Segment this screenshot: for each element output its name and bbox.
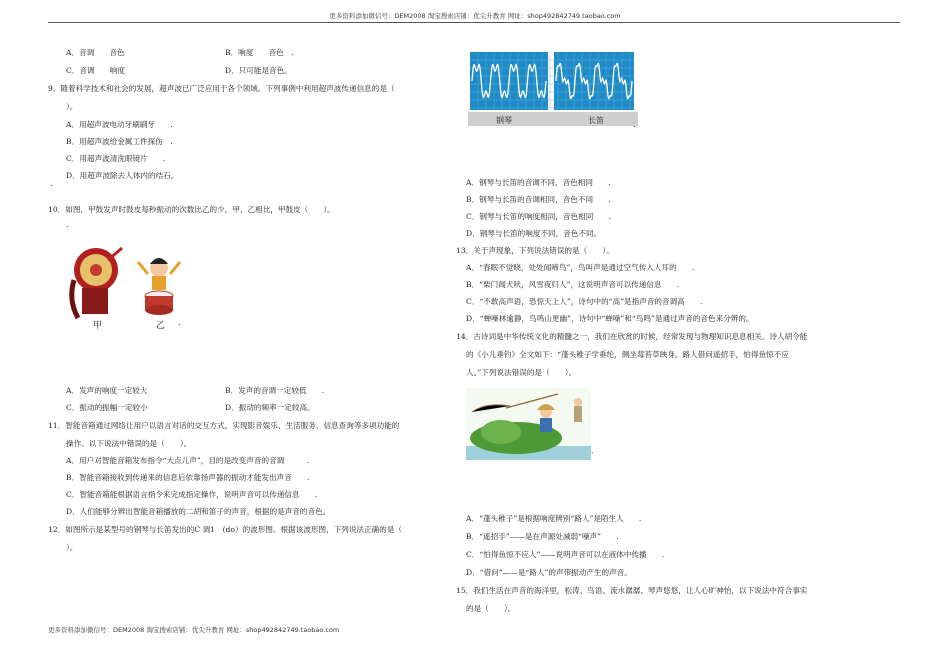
- q9-option-d: D．用超声波除去人体内的结石。: [66, 171, 179, 180]
- label-yi: 乙: [156, 321, 166, 331]
- q14-stem: 14．古诗词是中华传统文化的精髓之一，我们在欣赏的时候，经常发现与物理知识息息相关。诗人胡令能: [456, 332, 808, 341]
- q9-option-b: B．用超声波给金属工件探伤 .: [66, 137, 173, 146]
- q14-option-d: D．“借问”——是“路人”的声带振动产生的声音。: [466, 568, 632, 577]
- q13-option-a: A．“春眠不觉晓，处处闻啼鸟”，鸟叫声是通过空气传入人耳的 .: [466, 263, 695, 272]
- q10-stem: 10．如图，甲鼓发声时鼓皮每秒振动的次数比乙的少，甲、乙相比，甲鼓皮（ ）。: [48, 205, 335, 214]
- q10-option-d: D．振动的频率一定较高。: [225, 403, 315, 412]
- label-jia: 甲: [93, 321, 103, 331]
- q14-option-b: B．“遥招手”——是在声源处减弱“噪声” .: [466, 532, 619, 541]
- q12-stem-end: ）。: [66, 543, 78, 552]
- q11-option-d: D．人们能够分辨出智能音箱播放的二胡和笛子的声音，根据的是声音的音色。: [66, 507, 331, 516]
- q11-stem-cont: 操作。以下说法中错误的是（ ）。: [66, 439, 192, 448]
- q14-stem-end: 人。”下列说法错误的是（ ）。: [466, 368, 577, 377]
- stray-dot: .: [633, 120, 636, 129]
- q9-stem: 9．随着科学技术和社会的发展，超声波已广泛应用于各个领域。下列事例中利用超声波传递信息的是（: [48, 84, 395, 93]
- q12-option-d: D．钢琴与长笛的响度不同，音色不同。: [466, 229, 602, 238]
- q14-option-c: C．“怕得鱼惊不应人”——说明声音可以在液体中传播 .: [466, 550, 665, 559]
- passerby-icon: [574, 398, 582, 406]
- q8-option-c: C．音调 响度: [66, 66, 125, 75]
- stray-dot: .: [178, 318, 181, 327]
- q11-option-b: B．智能音箱接收到传递来的信息后依靠扬声器的振动才能发出声音 .: [66, 473, 310, 482]
- page-footer: 更多资料添加微信号：DEM2008 淘宝搜索店铺：优尖升教育 网址：shop492842749.taobao.com: [48, 626, 340, 634]
- q13-stem: 13．关于声现象，下列说法错误的是（ ）。: [456, 246, 614, 255]
- piano-label: 钢琴: [496, 116, 512, 125]
- q8-option-a: A．音调 音色: [66, 48, 125, 57]
- q10-option-c: C．振动的振幅一定较小: [66, 403, 148, 412]
- q13-option-c: C．“不敢高声语，恐惊天上人”，诗句中的“高”是指声音的音调高 .: [466, 297, 703, 306]
- q13-option-b: B．“柴门闻犬吠，风雪夜归人”，这说明声音可以传递信息 .: [466, 280, 680, 289]
- q9-option-a: A．用超声波电动牙刷刷牙 .: [66, 120, 173, 129]
- q9-option-c: C．用超声波清洗眼镜片 .: [66, 154, 166, 163]
- q8-option-d: D．只可能是音色。: [225, 66, 292, 75]
- stray-dot: .: [66, 220, 69, 229]
- q12-option-a: A．钢琴与长笛的音调不同，音色相同 .: [466, 178, 611, 187]
- fishing-child-illustration: [466, 388, 591, 460]
- q12-stem: 12．如图所示是某型号的钢琴与长笛发出的C 调1 (do）的波形图。根据该波形图，下列说法正确的是（: [48, 525, 403, 534]
- q10-option-b: B．发声的音调一定较低 .: [225, 386, 325, 395]
- q15-stem-end: 的是（ ）。: [466, 604, 516, 613]
- q14-stem-cont: 的《小儿垂钓》全文如下：“蓬头稚子学垂纶，侧坐莓苔草映身。路人借问遥招手，怕得鱼惊不应: [466, 350, 789, 359]
- q10-option-a: A．发声的响度一定较大: [66, 386, 148, 395]
- header-divider: [48, 22, 900, 23]
- q11-option-a: A．用户对智能音箱发布指令“大点儿声”，目的是改变声音的音调 .: [66, 456, 310, 465]
- q15-stem: 15．我们生活在声音的海洋里，松涛、鸟语、流水潺潺、琴声悠悠，让人心旷神怡，以下说法中符合事实: [456, 586, 808, 595]
- flute-label: 长笛: [588, 116, 604, 125]
- q8-option-b: B．响度 音色 .: [225, 48, 294, 57]
- q12-option-b: B．钢琴与长笛的音调相同，音色不同 .: [466, 195, 611, 204]
- page-header: 更多资料添加微信号：DEM2008 淘宝搜索店铺：优尖升教育 网址：shop492842749.taobao.com: [329, 12, 621, 20]
- q12-option-c: C．钢琴与长笛的响度相同，音色相同 .: [466, 212, 611, 221]
- q13-option-d: D．“蝉噪林逾静，鸟鸣山更幽”，诗句中“蝉噪”和“鸟鸣”是通过声音的音色来分辨的。: [466, 314, 754, 323]
- waveform-figure: [468, 48, 638, 130]
- q9-stem-end: ）。: [66, 102, 78, 111]
- q14-option-a: A．“蓬头稚子”是根据响度辨别“路人”是陌生人 .: [466, 514, 642, 523]
- drums-illustration: [64, 240, 194, 330]
- q11-option-c: C．智能音箱能根据语言指令来完成指定操作，说明声音可以传递信息 .: [66, 490, 318, 499]
- stray-dot: .: [50, 179, 53, 188]
- q11-stem: 11．智能音箱通过网络让用户以语言对话的交互方式，实现影音娱乐、生活服务、信息查询等多项功能的: [48, 421, 400, 430]
- stray-dot: .: [591, 446, 594, 455]
